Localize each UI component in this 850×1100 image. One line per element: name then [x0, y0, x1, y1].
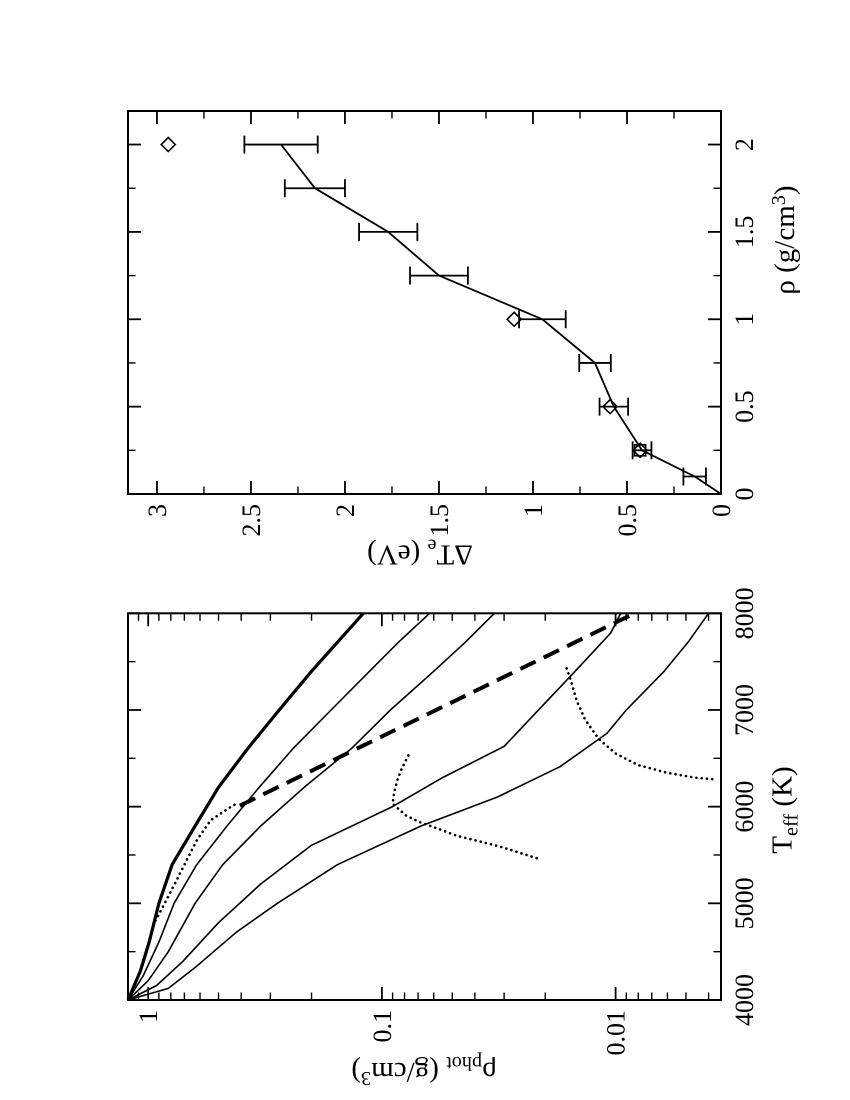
- axis-title-rho: ρ $(g/cm^3)$: [767, 185, 802, 295]
- diamond-marker: [161, 138, 175, 152]
- x-tick-label: 4000: [730, 974, 759, 1026]
- axis-title-delta-te: $\Delta T_e$ (eV): [367, 534, 473, 571]
- plot-frame-delta-te-vs-density: [128, 111, 721, 494]
- axis-title-teff: $T_{eff}$ (K): [766, 766, 803, 854]
- y-tick-label: 0: [707, 504, 736, 517]
- series-thick-dashed: [240, 613, 635, 805]
- series-thin-solid-4: [128, 613, 709, 1000]
- axis-title-rho-phot: $\rho_{phot}$ $(g/cm^3)$: [351, 1051, 497, 1090]
- x-tick-label: 8000: [730, 587, 759, 640]
- series-simulation-line: [281, 145, 721, 495]
- y-tick-label: 1: [518, 504, 548, 517]
- x-tick-label: 1: [730, 312, 759, 326]
- y-tick-label: 0.5: [612, 504, 642, 537]
- y-tick-label: 0.01: [601, 1010, 631, 1056]
- series-thin-solid-3: [128, 613, 621, 1000]
- x-tick-label: 6000: [730, 780, 759, 833]
- plot-frame-photospheric-density-vs-teff: [128, 613, 721, 1000]
- x-tick-label: 7000: [730, 683, 759, 736]
- x-tick-label: 0: [730, 487, 759, 501]
- series-dotted-model-3: [567, 668, 717, 779]
- series-thick-solid: [128, 613, 363, 1000]
- x-tick-label: 5000: [730, 877, 759, 930]
- y-tick-label: 2.5: [236, 504, 266, 537]
- x-tick-label: 2: [730, 138, 759, 152]
- y-tick-label: 2: [330, 504, 360, 517]
- y-tick-label: 0.1: [367, 1010, 397, 1043]
- x-tick-label: 0.5: [730, 390, 759, 423]
- y-tick-label: 1: [134, 1010, 164, 1023]
- series-dotted-model-2: [393, 755, 541, 859]
- x-tick-label: 1.5: [730, 215, 759, 249]
- y-tick-label: 3: [142, 504, 172, 517]
- y-tick-label: 1.5: [424, 504, 454, 537]
